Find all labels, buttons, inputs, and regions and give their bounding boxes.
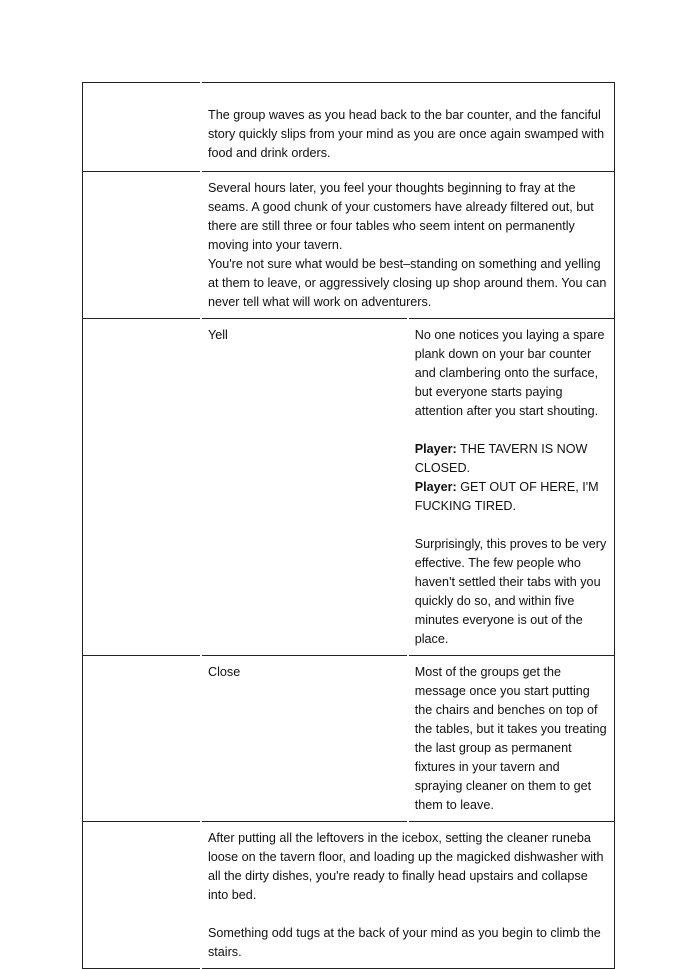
table-row bbox=[83, 319, 615, 656]
outcome-text: No one notices you laying a spare plank down on your bar counter and clambering onto the surface, but everyone starts paying attention after you start shouting. bbox=[414, 328, 605, 418]
choice-label: Close bbox=[208, 665, 241, 679]
narration-cell bbox=[201, 83, 615, 172]
narration-cell bbox=[201, 822, 615, 969]
table-row bbox=[83, 83, 615, 172]
table-row bbox=[83, 656, 615, 822]
outcome-cell bbox=[408, 656, 615, 822]
outcome-text: Surprisingly, this proves to be very effective. The few people who haven't settled their tabs with you quickly do so, and within five minutes everyone is out of the place. bbox=[414, 537, 607, 646]
choice-label: Yell bbox=[208, 328, 228, 342]
speaker-cell bbox=[83, 822, 202, 969]
speaker-cell bbox=[83, 656, 202, 822]
table-row bbox=[83, 822, 615, 969]
narration-text: Several hours later, you feel your thoughts beginning to fray at the seams. A good chunk of your customers have already filtered out, but there are still three or four tables who seem intent on permanently moving into your tavern. bbox=[208, 181, 594, 252]
narration-cell bbox=[201, 172, 615, 319]
speaker-cell bbox=[83, 83, 202, 172]
narration-text: You're not sure what would be best–standing on something and yelling at them to leave, or aggressively closing up shop around them. You can never tell what will work on adventurers. bbox=[208, 257, 607, 309]
speaker-cell bbox=[83, 172, 202, 319]
choice-cell bbox=[201, 319, 408, 656]
dialogue-speaker: Player: bbox=[414, 480, 457, 494]
dialogue-speaker: Player: bbox=[414, 442, 457, 456]
script-table bbox=[82, 82, 615, 969]
narration-text: After putting all the leftovers in the icebox, setting the cleaner runeba loose on the tavern floor, and loading up the magicked dishwasher with all the dirty dishes, you're ready to finally head upstairs and collapse into bed. bbox=[208, 831, 604, 902]
dialogue-line bbox=[415, 440, 608, 478]
outcome-cell bbox=[408, 319, 615, 656]
dialogue-text: GET OUT OF HERE, I'M FUCKING TIRED. bbox=[414, 480, 599, 513]
choice-cell bbox=[201, 656, 408, 822]
outcome-text: Most of the groups get the message once you start putting the chairs and benches on top of the tables, but it takes you treating the last group as permanent fixtures in your tavern and spraying cleaner on them to get them to leave. bbox=[414, 665, 607, 812]
dialogue-line bbox=[415, 478, 608, 516]
dialogue-text: THE TAVERN IS NOW CLOSED. bbox=[414, 442, 588, 475]
narration-text: Something odd tugs at the back of your mind as you begin to climb the stairs. bbox=[208, 926, 601, 959]
speaker-cell bbox=[83, 319, 202, 656]
table-row bbox=[83, 172, 615, 319]
narration-text: The group waves as you head back to the bar counter, and the fanciful story quickly slips from your mind as you are once again swamped with food and drink orders. bbox=[208, 108, 605, 160]
